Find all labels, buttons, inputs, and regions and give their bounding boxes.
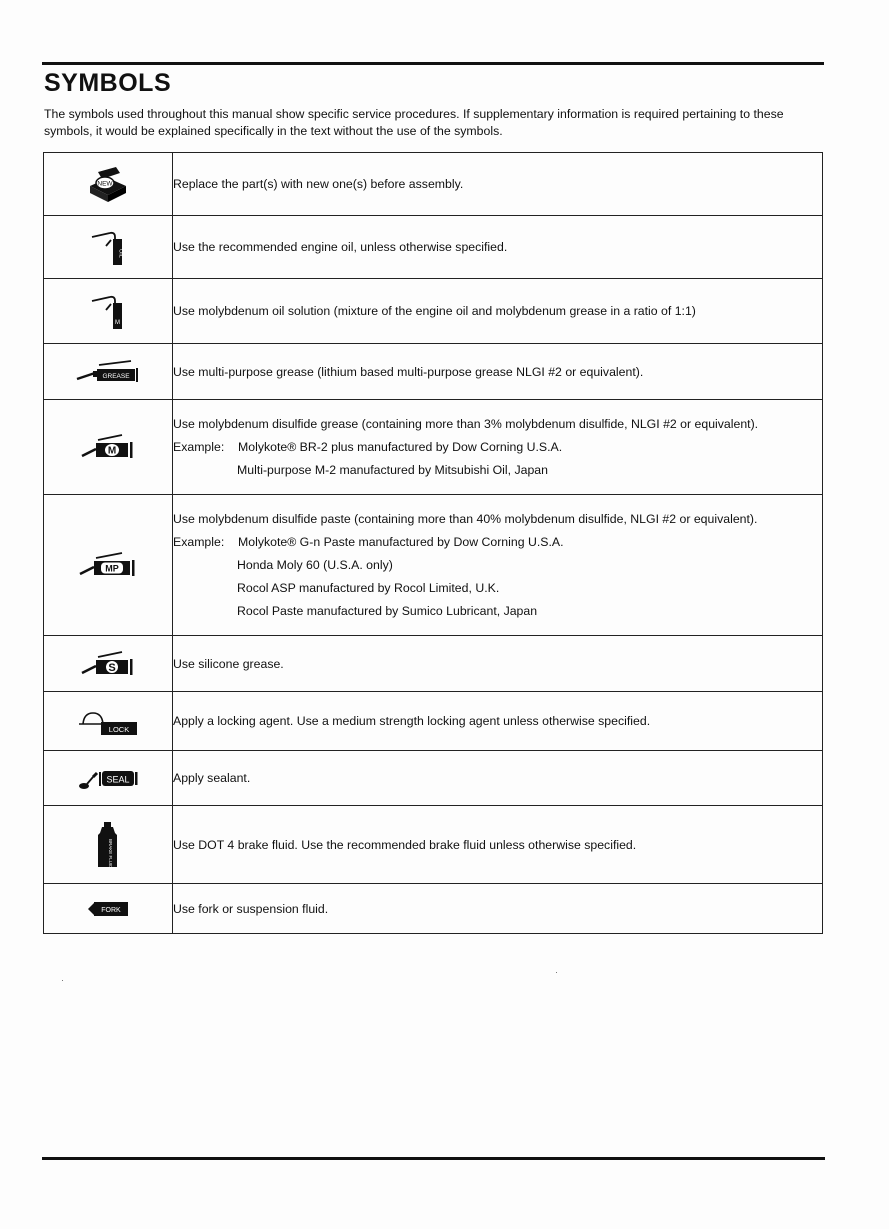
silicone-grease-gun-icon xyxy=(80,649,136,679)
fork-fluid-icon xyxy=(86,899,130,919)
symbol-text-moly-grease: Use molybdenum disulfide grease (containing more than 3% molybdenum disulfide, NLGI #2 or equivalent). xyxy=(173,417,759,431)
moly-paste-example-1: Example: Molykote® G-n Paste manufactured by Dow Corning U.S.A. xyxy=(173,535,564,549)
symbols-table xyxy=(43,152,823,934)
oil-can-icon xyxy=(86,227,130,267)
symbol-row-moly-grease xyxy=(44,400,823,495)
symbol-text-engine-oil: Use the recommended engine oil, unless otherwise specified. xyxy=(173,240,508,254)
moly-grease-gun-icon xyxy=(80,432,136,462)
symbol-text-fork-fluid: Use fork or suspension fluid. xyxy=(173,901,329,916)
sealant-icon xyxy=(77,764,139,792)
symbol-row-engine-oil xyxy=(44,216,823,279)
symbol-text-lock: Apply a locking agent. Use a medium strength locking agent unless otherwise specified. xyxy=(173,714,651,728)
intro-paragraph: The symbols used throughout this manual show specific service procedures. If supplementary information is required pertaining to these symbols, it would be explained specifically in the text without the use of the symbols. xyxy=(44,107,784,138)
symbol-row-silicone xyxy=(44,636,823,692)
moly-paste-example-3: Rocol ASP manufactured by Rocol Limited, U.K. xyxy=(237,581,500,595)
symbol-row-moly-oil xyxy=(44,279,823,344)
svg-text:OIL: OIL xyxy=(117,249,124,258)
svg-text:MP: MP xyxy=(105,563,119,574)
page-title: SYMBOLS xyxy=(44,69,172,97)
symbol-row-grease xyxy=(44,344,823,400)
bottom-rule xyxy=(42,1157,825,1160)
symbol-row-sealant xyxy=(44,751,823,806)
svg-text:GREASE: GREASE xyxy=(102,372,130,380)
symbol-text-brake-fluid: Use DOT 4 brake fluid. Use the recommended brake fluid unless otherwise specified. xyxy=(173,837,637,852)
svg-text:FORK: FORK xyxy=(101,906,121,914)
symbol-row-fork-fluid xyxy=(44,884,823,934)
top-rule xyxy=(42,62,824,65)
moly-grease-example-1: Example: Molykote® BR-2 plus manufactured by Dow Corning U.S.A. xyxy=(173,440,563,454)
symbol-text-sealant: Apply sealant. xyxy=(173,771,251,785)
symbol-row-new xyxy=(44,153,823,216)
locking-agent-icon xyxy=(77,706,139,736)
svg-text:M: M xyxy=(107,445,117,457)
brake-fluid-bottle-icon xyxy=(93,821,123,869)
new-part-icon xyxy=(86,164,130,204)
svg-text:S: S xyxy=(108,661,116,674)
grease-gun-icon xyxy=(75,358,141,386)
symbol-text-silicone: Use silicone grease. xyxy=(173,656,284,671)
moly-paste-example-2: Honda Moly 60 (U.S.A. only) xyxy=(237,558,393,572)
symbol-text-grease: Use multi-purpose grease (lithium based multi-purpose grease NLGI #2 or equivalent). xyxy=(173,364,644,379)
svg-text:NEW: NEW xyxy=(97,180,113,188)
scan-speck xyxy=(62,980,63,981)
moly-paste-gun-icon xyxy=(78,550,138,580)
symbol-text-moly-oil: Use molybdenum oil solution (mixture of the engine oil and molybdenum grease in a ratio of 1:1) xyxy=(173,304,696,318)
svg-text:LOCK: LOCK xyxy=(108,725,130,734)
moly-oil-can-icon xyxy=(86,291,130,331)
symbol-row-brake-fluid xyxy=(44,806,823,884)
scan-speck xyxy=(556,972,557,973)
moly-grease-example-2: Multi-purpose M-2 manufactured by Mitsubishi Oil, Japan xyxy=(237,463,548,477)
symbol-row-lock xyxy=(44,692,823,751)
symbol-row-moly-paste xyxy=(44,495,823,636)
svg-text:BRAKE FLUID: BRAKE FLUID xyxy=(108,838,113,869)
svg-text:SEAL: SEAL xyxy=(106,774,130,785)
symbol-text-moly-paste: Use molybdenum disulfide paste (containing more than 40% molybdenum disulfide, NLGI #2 or equivalent). xyxy=(173,512,758,526)
moly-paste-example-4: Rocol Paste manufactured by Sumico Lubricant, Japan xyxy=(237,604,538,618)
symbol-text-new: Replace the part(s) with new one(s) before assembly. xyxy=(173,177,464,191)
svg-text:M: M xyxy=(115,320,120,326)
